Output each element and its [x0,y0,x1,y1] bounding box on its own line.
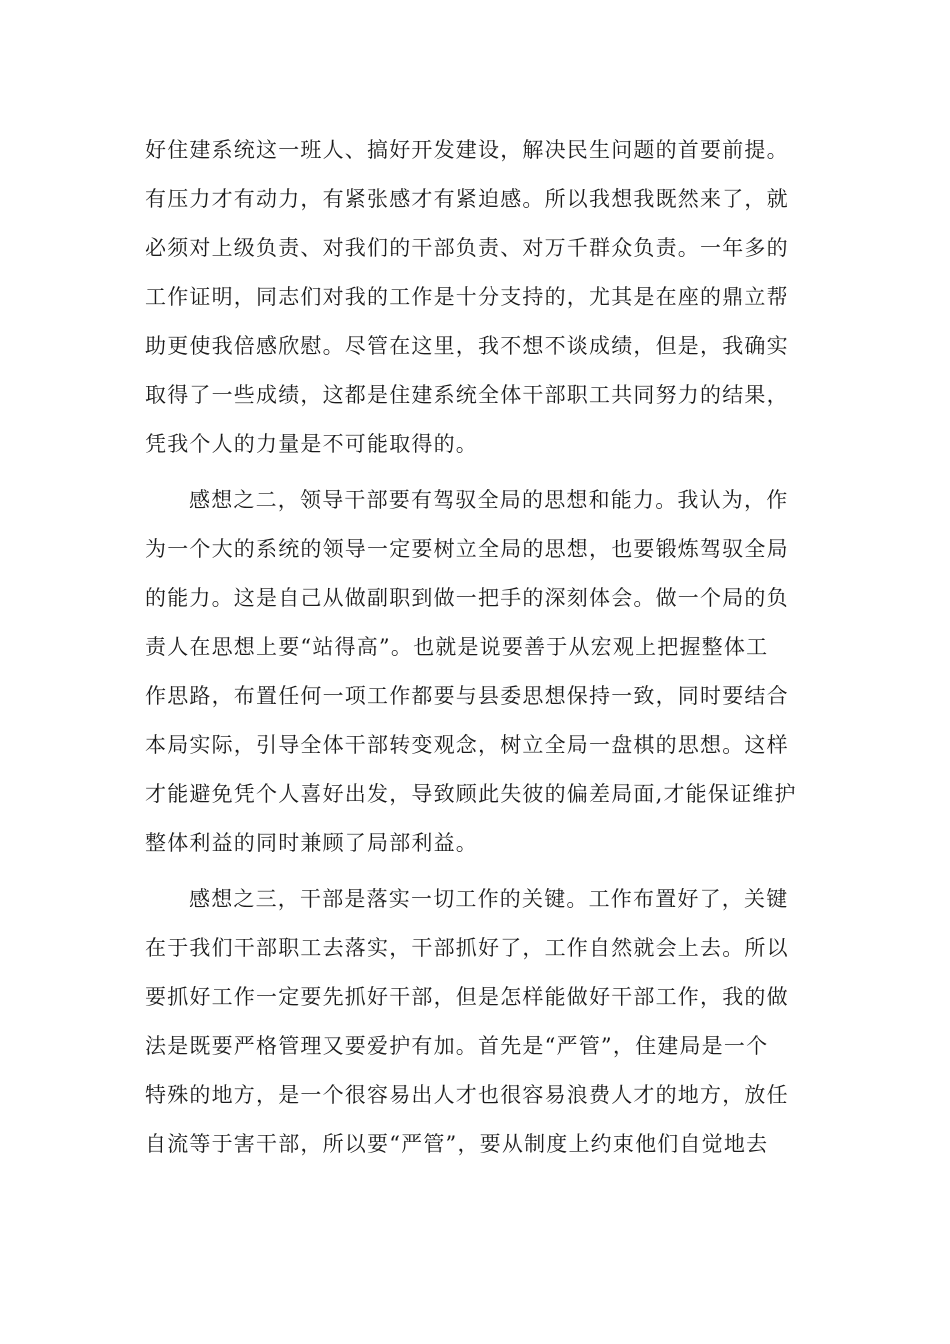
text-line: 要抓好工作一定要先抓好干部，但是怎样能做好干部工作，我的做 [145,985,789,1009]
text-line: 特殊的地方，是一个很容易出人才也很容易浪费人才的地方，放任 [145,1083,789,1107]
text-line: 责人在思想上要“站得高”。也就是说要善于从宏观上把握整体工 [145,635,769,659]
text-line: 必须对上级负责、对我们的干部负责、对万千群众负责。一年多的 [145,236,789,260]
text-line: 工作证明，同志们对我的工作是十分支持的，尤其是在座的鼎立帮 [145,285,789,309]
text-line: 自流等于害干部，所以要“严管”，要从制度上约束他们自觉地去 [145,1132,769,1156]
text-line: 有压力才有动力，有紧张感才有紧迫感。所以我想我既然来了，就 [145,187,789,211]
text-line: 作思路，布置任何一项工作都要与县委思想保持一致，同时要结合 [145,684,789,708]
paragraph-spacer [145,868,805,875]
text-line: 凭我个人的力量是不可能取得的。 [145,432,478,456]
paragraph [145,875,805,1169]
paragraph-spacer [145,469,805,476]
text-line: 助更使我倍感欣慰。尽管在这里，我不想不谈成绩，但是，我确实 [145,334,789,358]
text-line: 整体利益的同时兼顾了局部利益。 [145,831,478,855]
text-line: 感想之二，领导干部要有驾驭全局的思想和能力。我认为，作 [189,488,789,512]
text-line: 法是既要严格管理又要爱护有加。首先是“严管”，住建局是一个 [145,1034,769,1058]
text-line: 为一个大的系统的领导一定要树立全局的思想，也要锻炼驾驭全局 [145,537,789,561]
text-line: 好住建系统这一班人、搞好开发建设，解决民生问题的首要前提。 [145,138,789,162]
text-line: 感想之三，干部是落实一切工作的关键。工作布置好了，关键 [189,887,789,911]
paragraph [145,476,805,868]
text-line: 本局实际，引导全体干部转变观念，树立全局一盘棋的思想。这样 [145,733,789,757]
text-line: 的能力。这是自己从做副职到做一把手的深刻体会。做一个局的负 [145,586,789,610]
text-line: 才能避免凭个人喜好出发，导致顾此失彼的偏差局面,才能保证维护 [145,782,797,806]
document-body [145,126,805,1169]
text-line: 在于我们干部职工去落实，干部抓好了，工作自然就会上去。所以 [145,936,789,960]
paragraph [145,126,805,469]
text-line: 取得了一些成绩，这都是住建系统全体干部职工共同努力的结果， [145,383,789,407]
